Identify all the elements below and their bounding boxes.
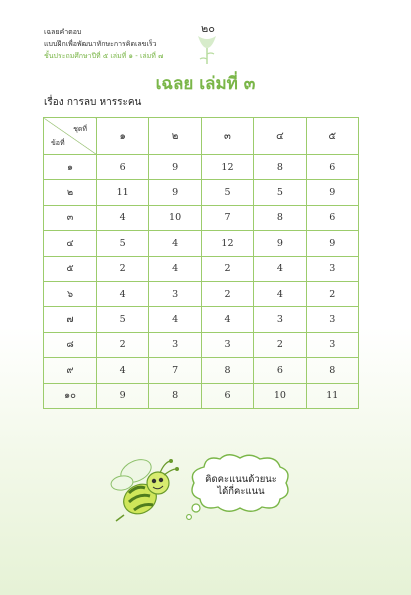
answer-cell: 8 xyxy=(306,358,358,383)
item-number-cell: ๕ xyxy=(44,256,97,281)
answer-table xyxy=(43,117,359,409)
item-label: ข้อที่ xyxy=(51,139,65,147)
table-row xyxy=(44,205,359,230)
answer-cell: 8 xyxy=(201,358,253,383)
header-line-3: ชั้นประถมศึกษาปีที่ ๕ เล่มที่ ๑ - เล่มที่ ๗ xyxy=(44,52,164,60)
answer-cell: 6 xyxy=(306,205,358,230)
answer-cell: 9 xyxy=(97,383,149,408)
answer-cell: 7 xyxy=(201,205,253,230)
table-row xyxy=(44,231,359,256)
answer-cell: 5 xyxy=(97,231,149,256)
set-header: ๑ xyxy=(97,118,149,155)
item-number-cell: ๗ xyxy=(44,307,97,332)
item-number-cell: ๑ xyxy=(44,155,97,180)
answer-cell: 4 xyxy=(254,256,306,281)
page-title: เฉลย เล่มที่ ๓ xyxy=(155,74,256,94)
item-number-cell: ๙ xyxy=(44,358,97,383)
table-row xyxy=(44,281,359,306)
set-header: ๒ xyxy=(149,118,201,155)
table-row xyxy=(44,383,359,408)
answer-cell: 6 xyxy=(201,383,253,408)
answer-cell: 6 xyxy=(306,155,358,180)
set-header: ๔ xyxy=(254,118,306,155)
answer-cell: 3 xyxy=(149,332,201,357)
answer-cell: 2 xyxy=(306,281,358,306)
answer-cell: 4 xyxy=(149,231,201,256)
answer-cell: 4 xyxy=(254,281,306,306)
answer-cell: 5 xyxy=(97,307,149,332)
item-number-cell: ๘ xyxy=(44,332,97,357)
answer-cell: 5 xyxy=(254,180,306,205)
page-number: ๒๐ xyxy=(201,22,215,35)
header-line-1: เฉลยคำตอบ xyxy=(44,28,82,36)
answer-cell: 3 xyxy=(254,307,306,332)
answer-cell: 9 xyxy=(149,155,201,180)
set-header: ๓ xyxy=(201,118,253,155)
answer-cell: 3 xyxy=(306,256,358,281)
answer-cell: 4 xyxy=(97,358,149,383)
bee-mascot-icon xyxy=(110,455,186,525)
answer-cell: 9 xyxy=(254,231,306,256)
table-row xyxy=(44,256,359,281)
answer-cell: 3 xyxy=(149,281,201,306)
answer-cell: 4 xyxy=(149,307,201,332)
answer-cell: 4 xyxy=(97,205,149,230)
answer-cell: 3 xyxy=(306,332,358,357)
item-number-cell: ๔ xyxy=(44,231,97,256)
item-number-cell: ๓ xyxy=(44,205,97,230)
subject-heading: เรื่อง การลบ หารระคน xyxy=(44,97,142,108)
answer-cell: 5 xyxy=(201,180,253,205)
answer-cell: 6 xyxy=(97,155,149,180)
answer-cell: 4 xyxy=(149,256,201,281)
answer-cell: 9 xyxy=(306,231,358,256)
table-header-row xyxy=(44,118,359,155)
answer-cell: 6 xyxy=(254,358,306,383)
answer-cell: 10 xyxy=(149,205,201,230)
table-row xyxy=(44,332,359,357)
answer-cell: 11 xyxy=(306,383,358,408)
answer-cell: 11 xyxy=(97,180,149,205)
answer-cell: 8 xyxy=(149,383,201,408)
table-row xyxy=(44,180,359,205)
answer-cell: 7 xyxy=(149,358,201,383)
answer-cell: 10 xyxy=(254,383,306,408)
speech-bubble-text xyxy=(199,474,283,498)
table-row xyxy=(44,307,359,332)
set-label: ชุดที่ xyxy=(73,125,87,133)
item-number-cell: ๑๐ xyxy=(44,383,97,408)
answer-cell: 3 xyxy=(201,332,253,357)
page-header xyxy=(44,26,163,62)
bubble-line-1: คิดคะแนนด้วยนะ xyxy=(205,474,277,485)
answer-cell: 4 xyxy=(97,281,149,306)
answer-cell: 2 xyxy=(254,332,306,357)
set-header: ๕ xyxy=(306,118,358,155)
table-corner-cell xyxy=(44,118,97,155)
header-line-2: แบบฝึกเพื่อพัฒนาทักษะการคิดเลขเร็ว xyxy=(44,40,157,48)
answer-cell: 2 xyxy=(201,281,253,306)
bubble-line-2: ได้กี่คะแนน xyxy=(217,486,265,497)
table-row xyxy=(44,358,359,383)
item-number-cell: ๒ xyxy=(44,180,97,205)
answer-cell: 12 xyxy=(201,155,253,180)
answer-cell: 9 xyxy=(306,180,358,205)
answer-cell: 3 xyxy=(306,307,358,332)
answer-cell: 8 xyxy=(254,155,306,180)
page-ornament-icon xyxy=(196,34,218,66)
answer-cell: 12 xyxy=(201,231,253,256)
answer-cell: 2 xyxy=(97,256,149,281)
answer-cell: 4 xyxy=(201,307,253,332)
answer-cell: 2 xyxy=(201,256,253,281)
answer-cell: 2 xyxy=(97,332,149,357)
answer-cell: 9 xyxy=(149,180,201,205)
answer-cell: 8 xyxy=(254,205,306,230)
table-row xyxy=(44,155,359,180)
item-number-cell: ๖ xyxy=(44,281,97,306)
